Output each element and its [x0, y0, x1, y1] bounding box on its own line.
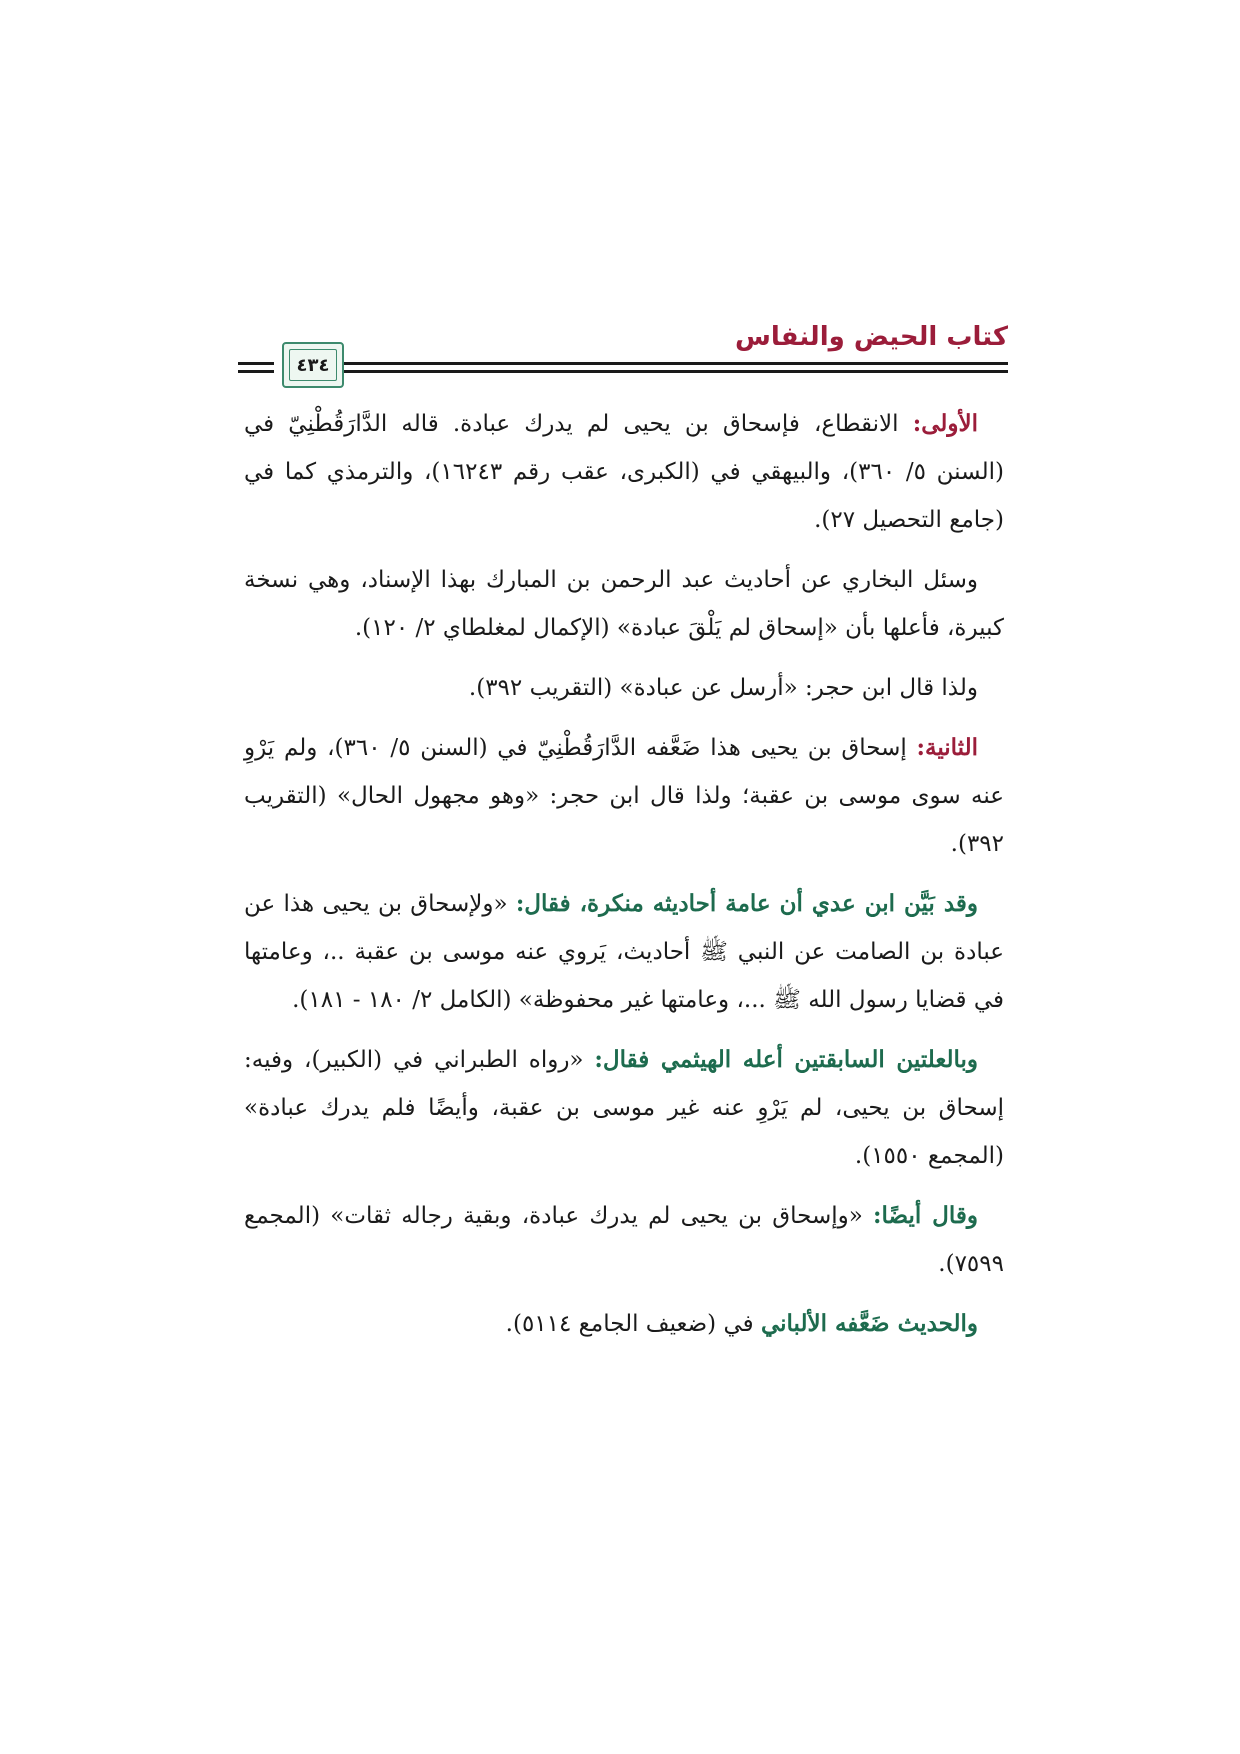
header-rule — [318, 370, 1008, 373]
paragraph — [244, 664, 1004, 712]
paragraph — [244, 724, 1004, 868]
paragraph — [244, 1192, 1004, 1288]
paragraph — [244, 1036, 1004, 1180]
page-header — [238, 322, 1008, 392]
paragraph-text: «ولإسحاق بن يحيى هذا عن عبادة بن الصامت عن النبي ﷺ أحاديث، يَروي عنه موسى بن عقبة ..، وعامتها في قضايا رسول الله ﷺ ...، وعامتها غير محفوظة» (الكامل ٢/ ١٨٠ - ١٨١). — [244, 891, 1004, 1013]
paragraph-lead: الأولى: — [912, 410, 978, 437]
main-text — [244, 400, 1004, 1360]
page-number: ٤٣٤ — [289, 349, 337, 381]
paragraph — [244, 556, 1004, 652]
paragraph-text: وسئل البخاري عن أحاديث عبد الرحمن بن المبارك بهذا الإسناد، وهي نسخة كبيرة، فأعلها بأن «إسحاق لم يَلْقَ عبادة» (الإكمال لمغلطاي ٢/ ١٢٠). — [244, 567, 1004, 641]
paragraph — [244, 400, 1004, 544]
paragraph-text: الانقطاع، فإسحاق بن يحيى لم يدرك عبادة. قاله الدَّارَقُطْنِيّ في (السنن ٥/ ٣٦٠)، والبيهقي في (الكبرى، عقب رقم ١٦٢٤٣)، والترمذي كما في (جامع التحصيل ٢٧). — [244, 411, 1005, 533]
paragraph — [244, 880, 1004, 1024]
header-rule — [238, 370, 274, 373]
paragraph-text: «رواه الطبراني في (الكبير)، وفيه: إسحاق بن يحيى، لم يَرْوِ عنه غير موسى بن عقبة، وأيضًا فلم يدرك عبادة» (المجمع ١٥٥٠). — [244, 1047, 1004, 1169]
paragraph — [244, 1300, 1004, 1348]
paragraph-lead: الثانية: — [916, 734, 979, 761]
paragraph-lead: وقال أيضًا: — [873, 1202, 978, 1229]
paragraph-text: «وإسحاق بن يحيى لم يدرك عبادة، وبقية رجاله ثقات» (المجمع ٧٥٩٩). — [244, 1203, 1004, 1277]
book-title: كتاب الحيض والنفاس — [734, 322, 1008, 352]
paragraph-text: ولذا قال ابن حجر: «أرسل عن عبادة» (التقريب ٣٩٢). — [468, 675, 978, 701]
page-number-badge — [282, 342, 344, 388]
paragraph-lead: والحديث ضَعَّفه الألباني — [760, 1310, 978, 1337]
paragraph-lead: وبالعلتين السابقتين أعله الهيثمي فقال: — [594, 1046, 978, 1073]
header-rule — [238, 362, 274, 365]
paragraph-text: في (ضعيف الجامع ٥١١٤). — [505, 1311, 761, 1337]
header-rule — [318, 362, 1008, 365]
paragraph-text: إسحاق بن يحيى هذا ضَعَّفه الدَّارَقُطْنِيّ في (السنن ٥/ ٣٦٠)، ولم يَرْوِ عنه سوى موسى بن عقبة؛ ولذا قال ابن حجر: «وهو مجهول الحال» (التقريب ٣٩٢). — [244, 735, 1004, 857]
paragraph-lead: وقد بَيَّن ابن عدي أن عامة أحاديثه منكرة، فقال: — [515, 890, 978, 917]
